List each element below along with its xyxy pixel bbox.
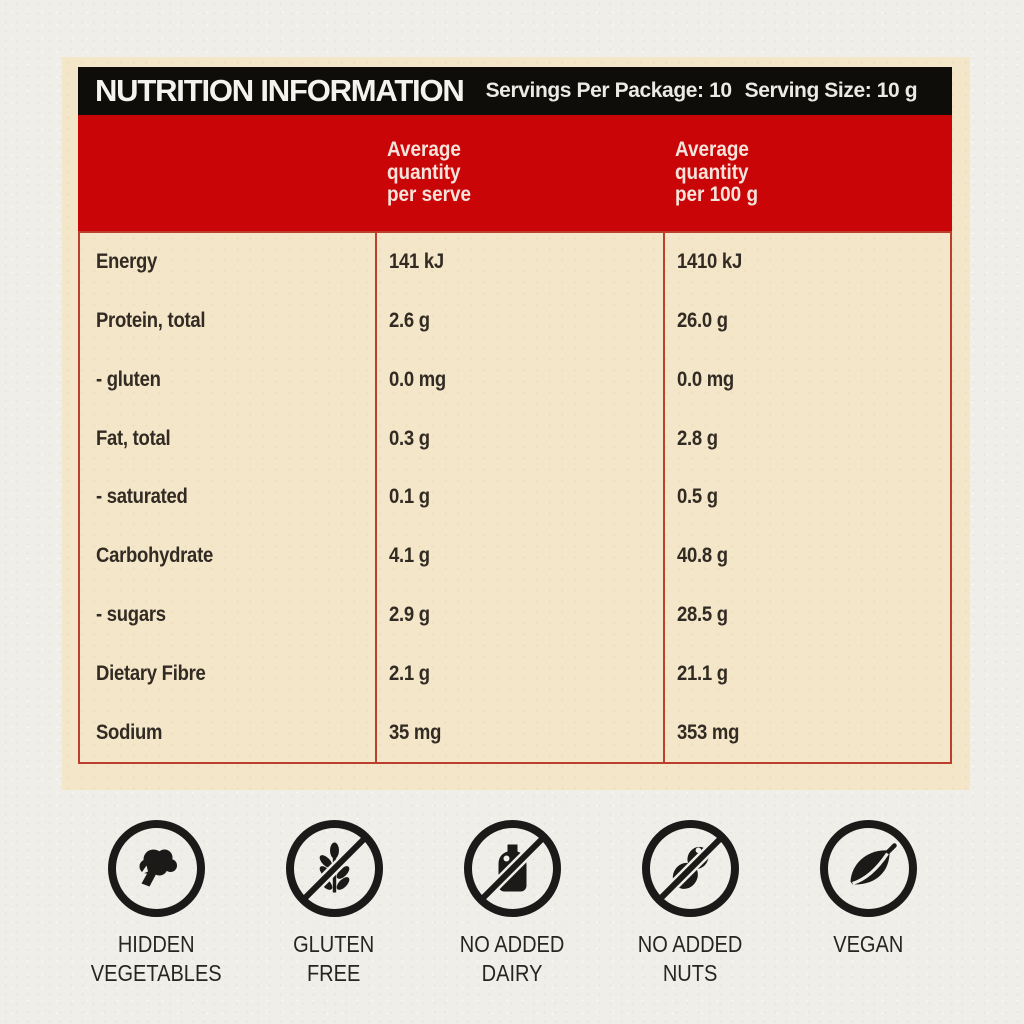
dietary-badges-row	[67, 820, 957, 989]
per-100g-value: 2.8 g	[663, 409, 950, 468]
per-100g-value: 1410 kJ	[663, 233, 950, 292]
per-serve-value: 2.1 g	[375, 644, 663, 703]
per-serve-value: 0.3 g	[375, 409, 663, 468]
badge-vegan	[779, 820, 957, 989]
nutrition-table-body	[78, 231, 952, 764]
nutrient-name: - saturated	[96, 485, 188, 509]
nutrient-name: Dietary Fibre	[96, 661, 206, 685]
nutrient-name: - sugars	[96, 603, 166, 627]
nutrition-header-bar	[78, 67, 952, 115]
nutrient-name: Protein, total	[96, 309, 206, 333]
broccoli-icon	[108, 820, 205, 917]
serving-size: Serving Size: 10 g	[744, 79, 918, 102]
page-title: NUTRITION INFORMATION	[95, 73, 464, 108]
column-header-per-100g: Average quantity per 100 g	[675, 138, 758, 207]
per-serve-value: 2.6 g	[375, 292, 663, 351]
per-serve-value: 4.1 g	[375, 527, 663, 586]
badge-no-added-dairy	[423, 820, 601, 989]
per-100g-value: 0.5 g	[663, 468, 950, 527]
badge-no-added-nuts	[601, 820, 779, 989]
per-100g-value: 353 mg	[663, 703, 950, 762]
badge-label: GLUTEN FREE	[293, 931, 375, 987]
leaf-icon	[820, 820, 917, 917]
per-100g-value: 28.5 g	[663, 586, 950, 645]
nutrient-name: Fat, total	[96, 426, 171, 450]
per-serve-value: 0.1 g	[375, 468, 663, 527]
nutrition-label-card	[62, 57, 970, 790]
per-serve-value: 35 mg	[375, 703, 663, 762]
servings-per-package: Servings Per Package: 10	[485, 79, 732, 102]
no-slash	[659, 837, 722, 900]
badge-label: NO ADDED DAIRY	[459, 931, 565, 987]
wheat-icon	[286, 820, 383, 917]
badge-label: HIDDEN VEGETABLES	[90, 931, 222, 987]
per-serve-value: 0.0 mg	[375, 351, 663, 410]
badge-gluten-free	[245, 820, 423, 989]
badge-label: VEGAN	[832, 931, 904, 957]
peanut-icon	[642, 820, 739, 917]
column-header-band	[78, 115, 952, 231]
nutrient-name: Energy	[96, 250, 158, 274]
per-serve-value: 141 kJ	[375, 233, 663, 292]
nutrient-name: - gluten	[96, 367, 161, 391]
nutrient-name: Carbohydrate	[96, 544, 213, 568]
nutrient-name: Sodium	[96, 720, 163, 744]
badge-label: NO ADDED NUTS	[637, 931, 743, 987]
per-100g-value: 0.0 mg	[663, 351, 950, 410]
per-serve-value: 2.9 g	[375, 586, 663, 645]
milk-bottle-icon	[464, 820, 561, 917]
per-100g-value: 26.0 g	[663, 292, 950, 351]
per-100g-value: 40.8 g	[663, 527, 950, 586]
column-header-per-serve: Average quantity per serve	[387, 138, 472, 207]
badge-hidden-vegetables	[67, 820, 245, 989]
per-100g-value: 21.1 g	[663, 644, 950, 703]
